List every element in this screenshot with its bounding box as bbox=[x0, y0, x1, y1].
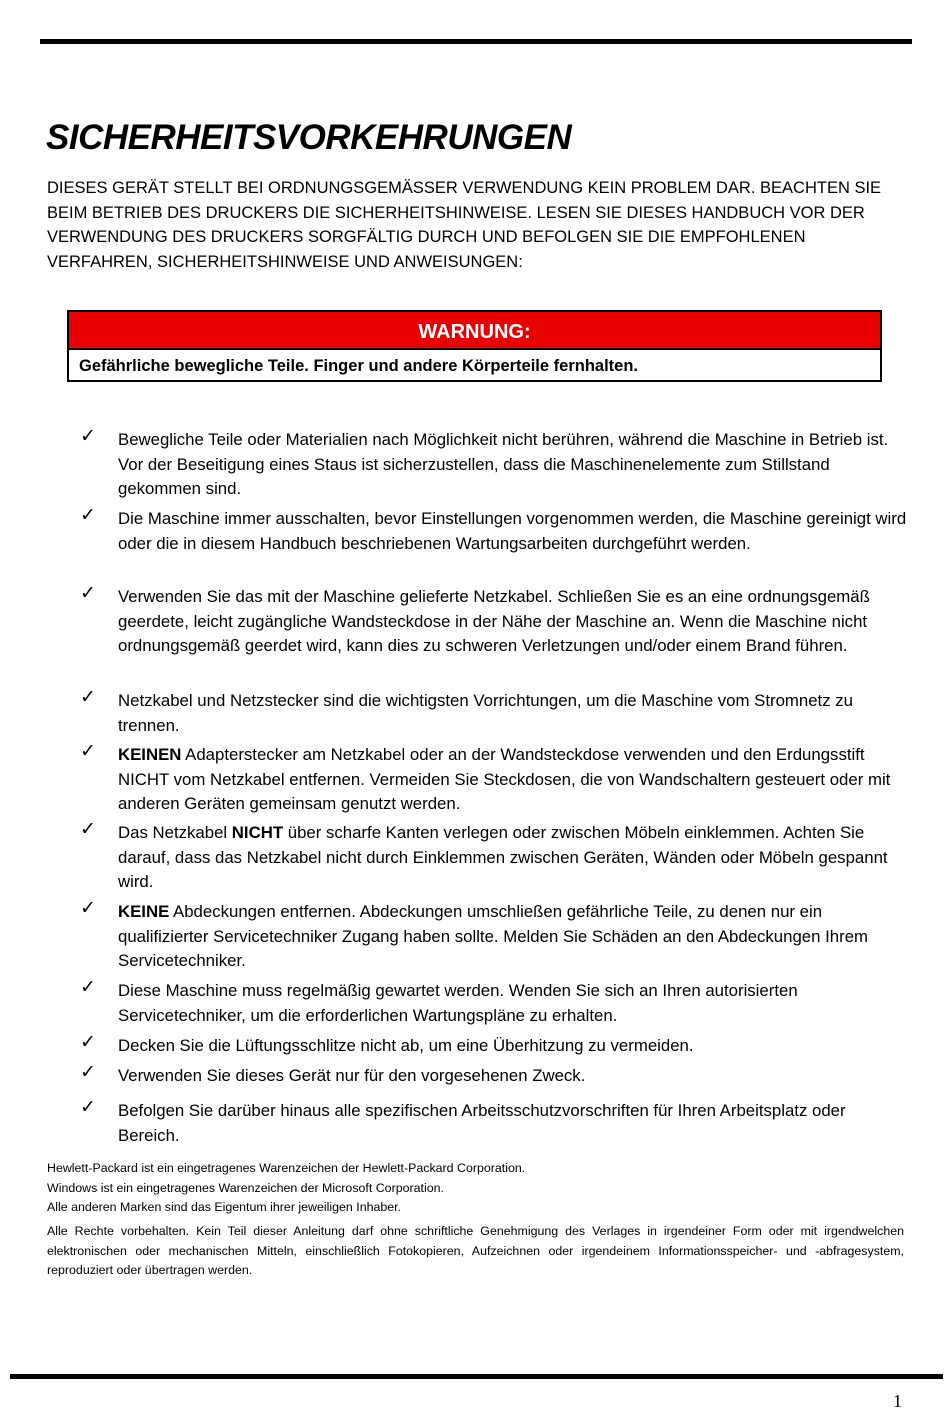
checkmark-icon: ✓ bbox=[80, 976, 96, 998]
copyright-notice: Alle Rechte vorbehalten. Kein Teil dieser Anleitung darf ohne schriftliche Genehmigung des Verlages in irgendeiner Form oder mit irgendwelchen elektronischen oder mechanischen Mitteln, einschließlich Fotokopieren, Aufzeichnen oder irgendeinem Informationsspeicher- und -abfragesystem, reproduziert oder übertragen werden. bbox=[47, 1224, 904, 1277]
emphasis-text: NICHT bbox=[231, 823, 284, 842]
warning-heading: WARNUNG: bbox=[69, 312, 880, 350]
checkmark-icon: ✓ bbox=[80, 1096, 96, 1118]
list-item-text: Befolgen Sie darüber hinaus alle spezifischen Arbeitsschutzvorschriften für Ihren Arbeitsplatz oder Bereich. bbox=[118, 1101, 846, 1145]
list-item-text: Decken Sie die Lüftungsschlitze nicht ab, um eine Überhitzung zu vermeiden. bbox=[118, 1036, 694, 1055]
trademark-line-2: Windows ist ein eingetragenes Warenzeichen der Microsoft Corporation. bbox=[47, 1181, 444, 1195]
checkmark-icon: ✓ bbox=[80, 504, 96, 526]
checkmark-icon: ✓ bbox=[80, 740, 96, 762]
list-item-text: Die Maschine immer ausschalten, bevor Einstellungen vorgenommen werden, die Maschine gereinigt wird oder die in diesem Handbuch beschriebenen Wartungsarbeiten durchgeführt werden. bbox=[118, 509, 907, 553]
list-item-text: Netzkabel und Netzstecker sind die wichtigsten Vorrichtungen, um die Maschine vom Stromnetz zu trennen. bbox=[118, 691, 853, 735]
checkmark-icon: ✓ bbox=[80, 897, 96, 919]
list-item-text: Diese Maschine muss regelmäßig gewartet werden. Wenden Sie sich an Ihren autorisierten Servicetechniker, um die erforderlichen Wartungspläne zu erhalten. bbox=[118, 981, 798, 1025]
warning-box bbox=[67, 310, 882, 382]
checkmark-icon: ✓ bbox=[80, 1061, 96, 1083]
intro-paragraph: DIESES GERÄT STELLT BEI ORDNUNGSGEMÄSSER VERWENDUNG KEIN PROBLEM DAR. BEACHTEN SIE BEIM BETRIEB DES DRUCKERS DIE SICHERHEITSHINWEISE. LESEN SIE DIESES HANDBUCH VOR DER VERWENDUNG DES DRUCKERS SORGFÄLTIG DURCH UND BEFOLGEN SIE DIE EMPFOHLENEN VERFAHREN, SICHERHEITSHINWEISE UND ANWEISUNGEN: bbox=[47, 179, 882, 271]
emphasis-text: KEINE bbox=[118, 902, 170, 921]
checkmark-icon: ✓ bbox=[80, 425, 96, 447]
bottom-rule bbox=[10, 1374, 943, 1379]
trademark-line-3: Alle anderen Marken sind das Eigentum ihrer jeweiligen Inhaber. bbox=[47, 1200, 402, 1214]
list-item-text: KEINEN Adapterstecker am Netzkabel oder an der Wandsteckdose verwenden und den Erdungsstift NICHT vom Netzkabel entfernen. Vermeiden Sie Steckdosen, die von Wandschaltern gesteuert oder mit anderen Geräten gemeinsam genutzt werden. bbox=[118, 745, 891, 813]
trademark-line-1: Hewlett-Packard ist ein eingetragenes Warenzeichen der Hewlett-Packard Corporation. bbox=[47, 1161, 526, 1175]
checkmark-icon: ✓ bbox=[80, 1031, 96, 1053]
checkmark-icon: ✓ bbox=[80, 818, 96, 840]
page-title: SICHERHEITSVORKEHRUNGEN bbox=[46, 118, 572, 157]
list-item-text: KEINE Abdeckungen entfernen. Abdeckungen umschließen gefährliche Teile, zu denen nur ein qualifizierter Servicetechniker Zugang haben sollte. Melden Sie Schäden an den Abdeckungen Ihrem Servicetechniker. bbox=[118, 902, 869, 970]
checkmark-icon: ✓ bbox=[80, 686, 96, 708]
page-number: 1 bbox=[893, 1391, 902, 1411]
list-item-text: Das Netzkabel NICHT über scharfe Kanten verlegen oder zwischen Möbeln einklemmen. Achten Sie darauf, dass das Netzkabel nicht durch Einklemmen zwischen Geräten, Wänden oder Möbeln gespannt wird. bbox=[118, 823, 888, 891]
top-rule bbox=[40, 39, 912, 44]
list-item-text: Verwenden Sie das mit der Maschine gelieferte Netzkabel. Schließen Sie es an eine ordnungsgemäß geerdete, leicht zugängliche Wandsteckdose in der Nähe der Maschine an. Wenn die Maschine nicht ordnungsgemäß geerdet wird, kann dies zu schweren Verletzungen und/oder einem Brand führen. bbox=[118, 587, 870, 655]
list-item-text: Verwenden Sie dieses Gerät nur für den vorgesehenen Zweck. bbox=[118, 1066, 586, 1085]
list-item-text: Bewegliche Teile oder Materialien nach Möglichkeit nicht berühren, während die Maschine in Betrieb ist. Vor der Beseitigung eines Staus ist sicherzustellen, dass die Maschinenelemente zum Stillstand gekommen sind. bbox=[118, 430, 889, 498]
checkmark-icon: ✓ bbox=[80, 582, 96, 604]
warning-text: Gefährliche bewegliche Teile. Finger und andere Körperteile fernhalten. bbox=[79, 357, 638, 375]
emphasis-text: KEINEN bbox=[118, 745, 182, 764]
